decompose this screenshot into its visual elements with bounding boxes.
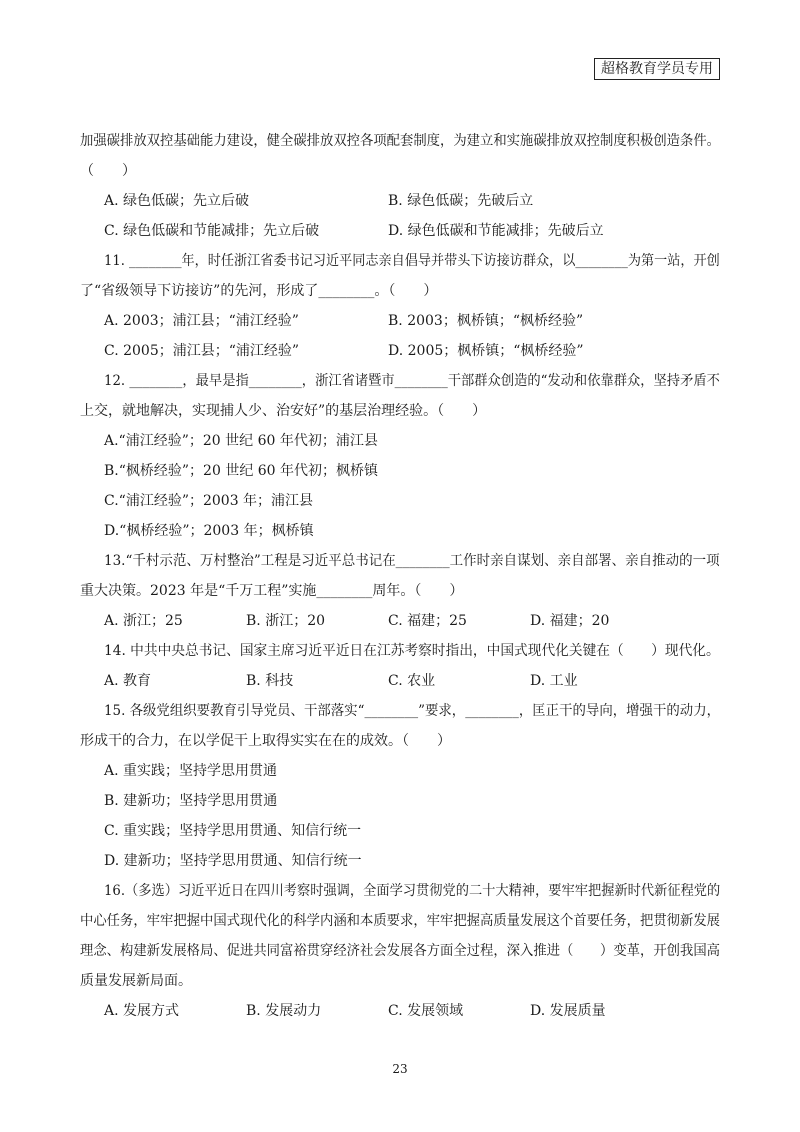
q16-option-c: C. 发展领域 [388,1003,464,1019]
q10-option-b: B. 绿色低碳；先破后立 [388,193,534,209]
q13-option-c: C. 福建；25 [388,613,467,629]
q10-option-a: A. 绿色低碳；先立后破 [104,193,250,209]
q16-line4: 质量发展新局面。 [80,973,192,989]
q12-line1: 12. ________，最早是指________，浙江省诸暨市________干部群众创造的“发动和依靠群众，坚持矛盾不 [104,373,720,389]
page-number: 23 [392,1062,408,1076]
q12-option-b: B.“枫桥经验”；20 世纪 60 年代初；枫桥镇 [104,463,379,479]
q10-line2: （ ） [80,163,136,179]
q11-option-d: D. 2005；枫桥镇；“枫桥经验” [388,343,584,359]
q16-line3: 理念、构建新发展格局、促进共同富裕贯穿经济社会发展各方面全过程，深入推进（ ）变革，开创我国高 [80,943,721,959]
q15-line1: 15. 各级党组织要教育引导党员、干部落实“________”要求，________，匡正干的导向，增强干的动力， [104,703,721,719]
q15-option-d: D. 建新功；坚持学思用贯通、知信行统一 [104,853,362,869]
q14-option-b: B. 科技 [246,673,294,689]
q10-option-c: C. 绿色低碳和节能减排；先立后破 [104,223,320,239]
q12-line2: 上交，就地解决，实现捕人少、治安好”的基层治理经验。（ ） [80,403,487,419]
q13-option-d: D. 福建；20 [530,613,610,629]
q14-option-c: C. 农业 [388,673,436,689]
q14-option-d: D. 工业 [530,673,578,689]
q15-line2: 形成干的合力，在以学促干上取得实实在在的成效。（ ） [80,733,451,749]
q12-option-a: A.“浦江经验”；20 世纪 60 年代初；浦江县 [104,433,378,449]
q13-option-b: B. 浙江；20 [246,613,326,629]
q13-option-a: A. 浙江；25 [104,613,183,629]
q11-option-c: C. 2005；浦江县；“浦江经验” [104,343,300,359]
q11-line2: 了“省级领导下访接访”的先河，形成了________。（ ） [80,283,438,299]
q16-option-d: D. 发展质量 [530,1003,606,1019]
q16-line2: 中心任务，牢牢把握中国式现代化的科学内涵和本质要求，牢牢把握高质量发展这个首要任务，把贯彻新发展 [80,913,721,929]
q11-option-a: A. 2003；浦江县；“浦江经验” [104,313,299,329]
header-tag: 超格教育学员专用 [594,58,720,80]
q16-option-a: A. 发展方式 [104,1003,180,1019]
q13-line1: 13.“千村示范、万村整治”工程是习近平总书记在________工作时亲自谋划、亲自部署、亲自推动的一项 [104,553,720,569]
q10-option-d: D. 绿色低碳和节能减排；先破后立 [388,223,604,239]
q10-line1: 加强碳排放双控基础能力建设，健全碳排放双控各项配套制度，为建立和实施碳排放双控制度积极创造条件。 [80,133,721,149]
q12-option-d: D.“枫桥经验”；2003 年；枫桥镇 [104,523,314,539]
q16-option-b: B. 发展动力 [246,1003,322,1019]
q14-option-a: A. 教育 [104,673,152,689]
q11-line1: 11. ________年，时任浙江省委书记习近平同志亲自倡导并带头下访接访群众，以________为第一站，开创 [104,253,720,269]
q12-option-c: C.“浦江经验”；2003 年；浦江县 [104,493,314,509]
q15-option-c: C. 重实践；坚持学思用贯通、知信行统一 [104,823,362,839]
q11-option-b: B. 2003；枫桥镇；“枫桥经验” [388,313,584,329]
q15-option-a: A. 重实践；坚持学思用贯通 [104,763,278,779]
q13-line2: 重大决策。2023 年是“千万工程”实施________周年。（ ） [80,583,464,599]
q15-option-b: B. 建新功；坚持学思用贯通 [104,793,278,809]
q16-line1: 16.（多选）习近平近日在四川考察时强调，全面学习贯彻党的二十大精神，要牢牢把握新时代新征程党的 [104,883,721,899]
q14-line1: 14. 中共中央总书记、国家主席习近平近日在江苏考察时指出，中国式现代化关键在（ ）现代化。 [104,643,720,659]
